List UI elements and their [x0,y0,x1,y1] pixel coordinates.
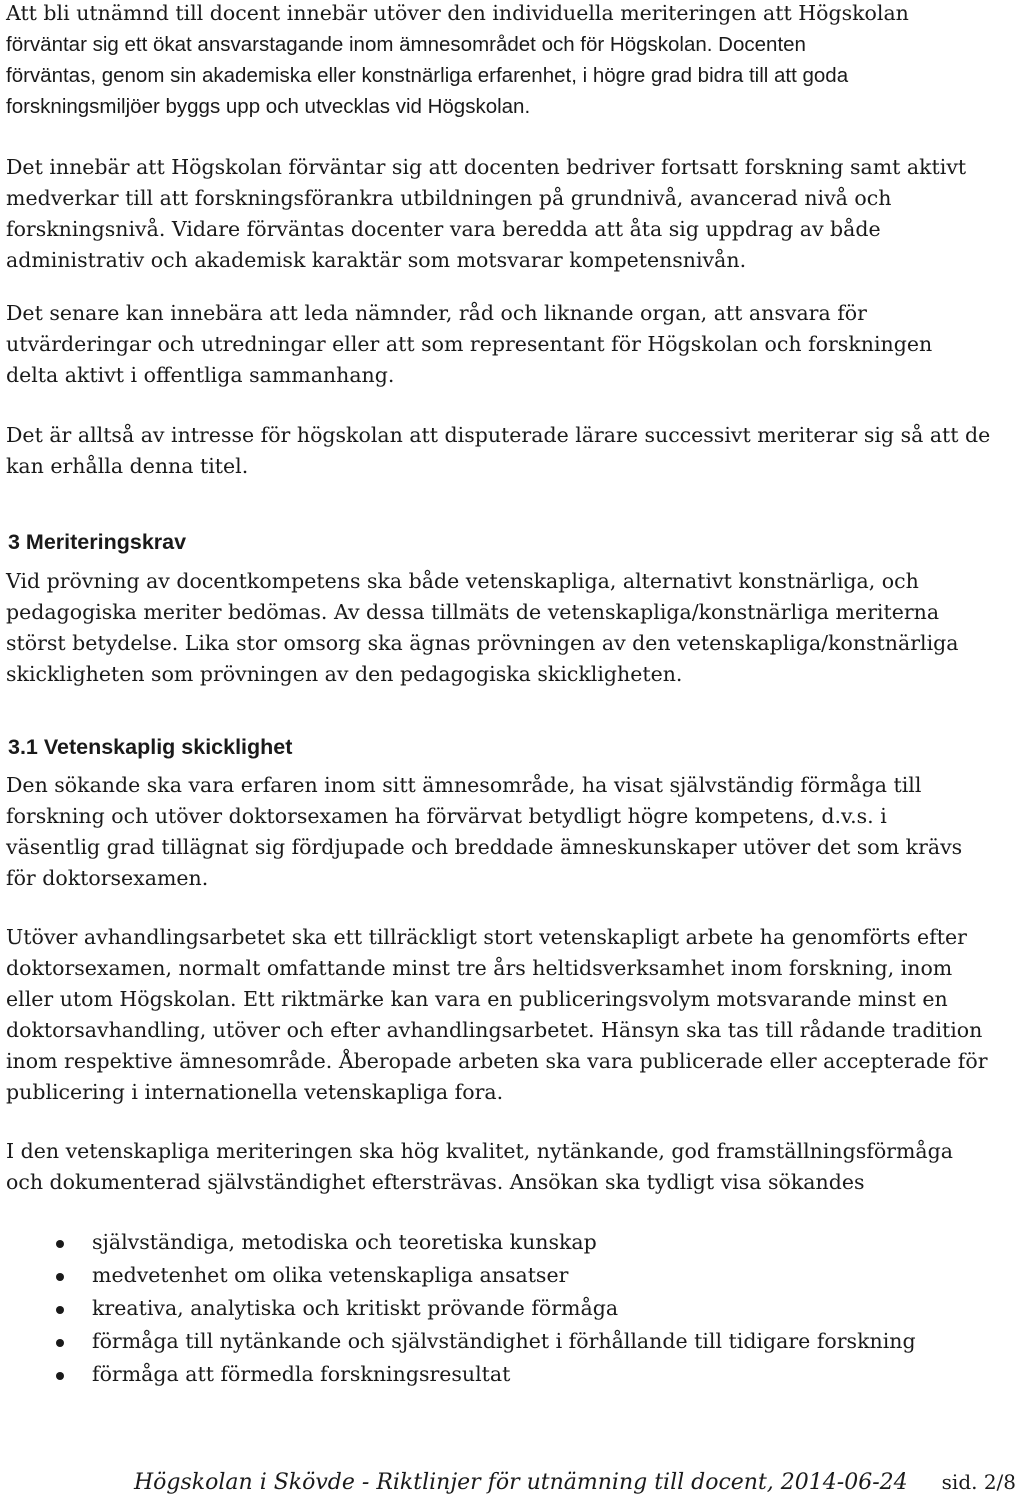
text-line: Det senare kan innebära att leda nämnder, råd och liknande organ, att ansvara för [6,301,867,325]
paragraph-assessment [6,566,959,690]
list-item-text: förmåga till nytänkande och självständighet i förhållande till tidigare forskning [92,1329,916,1353]
text-line: forskningsnivå. Vidare förväntas docenter vara beredda att åta sig uppdrag av både [6,217,881,241]
bullet-icon [56,1240,64,1248]
text-line: doktorsavhandling, utöver och efter avhandlingsarbetet. Hänsyn ska tas till rådande tradition [6,1018,983,1042]
text-line: publicering i internationella vetenskapliga fora. [6,1080,504,1104]
list-item-text: medvetenhet om olika vetenskapliga ansatser [92,1263,569,1287]
text-line: pedagogiska meriter bedömas. Av dessa tillmäts de vetenskapliga/konstnärliga meriterna [6,600,940,624]
list-item-text: förmåga att förmedla forskningsresultat [92,1362,511,1386]
paragraph-research-duties [6,152,967,276]
bullet-icon [56,1273,64,1281]
bullet-icon [56,1372,64,1380]
paragraph-applicant-experience [6,770,963,894]
text-line: Det är alltså av intresse för högskolan att disputerade lärare successivt meriterar sig så att de [6,423,991,447]
paragraph-committee-duties [6,298,946,391]
list-item-text: kreativa, analytiska och kritiskt prövande förmåga [92,1296,619,1320]
text-line: doktorsexamen, normalt omfattande minst tre års heltidsverksamhet inom forskning, inom [6,956,953,980]
text-line: forskning och utöver doktorsexamen ha förvärvat betydligt högre kompetens, d.v.s. i [6,804,887,828]
paragraph-docent-expectations [6,0,946,122]
text-line: skickligheten som prövningen av den pedagogiska skickligheten. [6,662,683,686]
text-line: väsentlig grad tillägnat sig fördjupade och breddade ämneskunskaper utöver det som krävs [6,835,963,859]
text-line: kan erhålla denna titel. [6,454,249,478]
text-line: förväntas, genom sin akademiska eller konstnärliga erfarenhet, i högre grad bidra till att goda [6,64,849,87]
text-line: förväntar sig ett ökat ansvarstagande inom ämnesområdet och för Högskolan. Docenten [6,33,806,56]
list-item [50,1325,930,1358]
text-line: inom respektive ämnesområde. Åberopade arbeten ska vara publicerade eller accepterade för [6,1049,988,1073]
footer-document-title: Högskolan i Skövde - Riktlinjer för utnämning till docent, 2014-06-24 [134,1470,908,1495]
text-line: I den vetenskapliga meriteringen ska hög kvalitet, nytänkande, god framställningsförmåga [6,1139,953,1163]
text-line: för doktorsexamen. [6,866,209,890]
text-line: Vid prövning av docentkompetens ska både vetenskapliga, alternativt konstnärliga, och [6,569,919,593]
list-item [50,1226,930,1259]
list-item-text: självständiga, metodiska och teoretiska kunskap [92,1230,597,1254]
text-line: Utöver avhandlingsarbetet ska ett tillräckligt stort vetenskapligt arbete ha genomförts efter [6,925,967,949]
text-line: delta aktivt i offentliga sammanhang. [6,363,395,387]
paragraph-research-volume [6,922,988,1108]
list-item [50,1358,930,1391]
text-line: störst betydelse. Lika stor omsorg ska ägnas prövningen av den vetenskapliga/konstnärliga [6,631,959,655]
text-line: utvärderingar och utredningar eller att som representant för Högskolan och forskningen [6,332,933,356]
list-item [50,1292,930,1325]
text-line: Att bli utnämnd till docent innebär utöver den individuella meriteringen att Högskolan [6,1,909,25]
section-heading-meriteringskrav: 3 Meriteringskrav [8,530,187,554]
text-line: eller utom Högskolan. Ett riktmärke kan vara en publiceringsvolym motsvarande minst en [6,987,948,1011]
paragraph-scientific-merits [6,1136,953,1198]
text-line: Det innebär att Högskolan förväntar sig att docenten bedriver fortsatt forskning samt aktivt [6,155,967,179]
text-line: och dokumenterad självständighet eftersträvas. Ansökan ska tydligt visa sökandes [6,1170,865,1194]
bullet-list-applicant-qualities [50,1226,930,1391]
list-item [50,1259,930,1292]
footer-page-number: sid. 2/8 [941,1470,1016,1494]
text-line: administrativ och akademisk karaktär som motsvarar kompetensnivån. [6,248,747,272]
text-line: medverkar till att forskningsförankra utbildningen på grundnivå, avancerad nivå och [6,186,892,210]
text-line: forskningsmiljöer byggs upp och utvecklas vid Högskolan. [6,95,531,118]
paragraph-interest [6,420,991,482]
bullet-icon [56,1306,64,1314]
section-heading-vetenskaplig-skicklighet: 3.1 Vetenskaplig skicklighet [8,735,293,759]
page-footer [134,1470,1016,1495]
bullet-icon [56,1339,64,1347]
text-line: Den sökande ska vara erfaren inom sitt ämnesområde, ha visat självständig förmåga till [6,773,922,797]
